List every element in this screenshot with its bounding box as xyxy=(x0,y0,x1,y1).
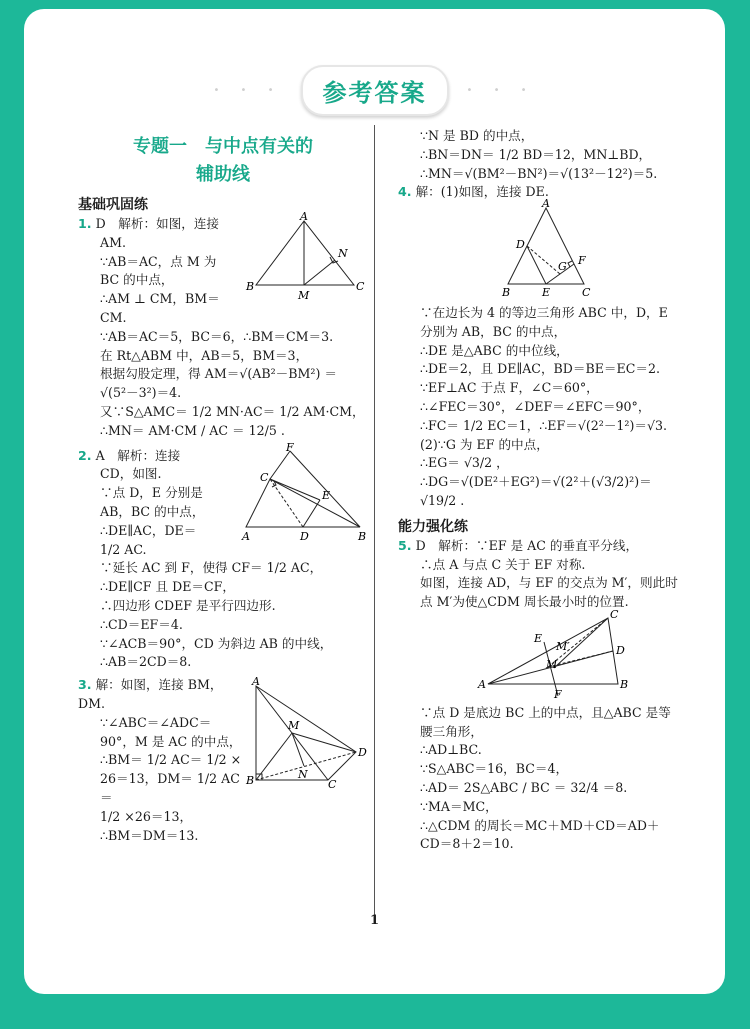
column-divider xyxy=(374,125,375,915)
fig4-label-d: D xyxy=(516,238,525,252)
fig4-label-c: C xyxy=(582,286,591,300)
fig4-label-b: B xyxy=(502,286,511,300)
fig3-label-b: B xyxy=(246,774,255,788)
topic-title-line1: 专题一 与中点有关的 xyxy=(133,136,313,157)
fig1-label-m: M xyxy=(298,289,310,302)
q1-line: 又∵S△AMC＝ 1/2 MN·AC＝ 1/2 AM·CM， xyxy=(100,403,365,419)
fig3-label-d: D xyxy=(358,746,367,760)
q5-line: ∴△CDM 的周长＝MC＋MD＋CD＝AD＋ xyxy=(420,817,660,833)
q1-line: AM. xyxy=(100,234,126,250)
q4-number: 4. xyxy=(398,184,412,200)
q5-line: D 解析：∵EF 是 AC 的垂直平分线， xyxy=(415,537,639,553)
fig5-label-e: E xyxy=(534,631,543,645)
q1-line: ∵AB＝AC＝5，BC＝6，∴BM＝CM＝3. xyxy=(100,328,334,344)
fig5-label-a: A xyxy=(478,677,486,691)
q1-line: √(5²－3²)＝4. xyxy=(100,385,182,401)
fig4-label-e: E xyxy=(542,286,551,300)
figure-q4 xyxy=(398,197,690,300)
fig3-label-c: C xyxy=(328,778,337,792)
section-basic: 基础巩固练 xyxy=(78,197,148,213)
q1-line: ∵AB＝AC，点 M 为 xyxy=(100,253,217,269)
q5-line: 点 M′为使△CDM 周长最小时的位置. xyxy=(420,594,629,610)
q4-line: ∵EF⊥AC 于点 F，∠C＝60°， xyxy=(420,380,599,396)
q2-line: ∵∠ACB＝90°，CD 为斜边 AB 的中线， xyxy=(100,635,333,651)
q5-line: ∵MA＝MC， xyxy=(420,798,498,814)
fig4-label-f: F xyxy=(578,254,586,268)
fig5-label-c: C xyxy=(610,607,619,621)
fig3-label-n: N xyxy=(298,768,308,782)
q3-line: ∴BM＝ 1/2 AC＝ 1/2 × xyxy=(100,752,242,768)
fig4-label-a: A xyxy=(542,197,550,211)
q1-line: ∴AM ⊥ CM，BM＝ xyxy=(100,291,220,307)
q3-line: 26＝13，DM＝ 1/2 AC＝ xyxy=(100,771,240,805)
q4-line: ∴EG＝ √3/2 ， xyxy=(420,455,509,471)
q4-line: 分别为 AB，BC 的中点， xyxy=(420,323,567,339)
fig2-label-d: D xyxy=(300,529,309,543)
answer-page xyxy=(24,9,725,994)
question-2 xyxy=(78,440,368,673)
fig5-label-m-prime: M′ xyxy=(556,639,570,653)
fig5-label-m: M xyxy=(546,657,558,671)
q4-line: ∴∠FEC＝30°，∠DEF＝∠EFC＝90°， xyxy=(420,398,651,414)
q2-line: ∴DE∥AC，DE＝ xyxy=(100,522,197,538)
q2-line: ∵点 D，E 分别是 xyxy=(100,485,203,501)
figure-q2 xyxy=(240,440,368,543)
q4-line: (2)∵G 为 EF 的中点， xyxy=(420,436,549,452)
q2-line: ∴CD＝EF＝4. xyxy=(100,616,183,632)
q4-line: ∴FC＝ 1/2 EC＝1，∴EF＝√(2²－1²)＝√3. xyxy=(420,417,668,433)
fig3-label-a: A xyxy=(252,675,260,689)
question-4 xyxy=(398,183,690,510)
q2-number: 2. xyxy=(78,447,92,463)
header-dots-left: • • • xyxy=(213,84,283,96)
fig2-label-e: E xyxy=(322,488,331,502)
q4-head: 解：(1)如图，连接 DE. xyxy=(415,184,549,200)
q3-line: 90°，M 是 AC 的中点， xyxy=(100,733,242,749)
q1-line: ∴MN＝ AM·CM / AC ＝ 12/5 . xyxy=(100,422,285,438)
header-title: 参考答案 xyxy=(301,65,449,116)
topic-title xyxy=(78,133,368,189)
header-dots-right: • • • xyxy=(466,84,536,96)
fig1-label-c: C xyxy=(356,280,365,293)
fig1-label-a: A xyxy=(300,210,308,223)
q5-number: 5. xyxy=(398,537,412,553)
q1-line: D 解析：如图，连接 xyxy=(95,216,220,231)
q2-line: ∴DE∥CF 且 DE＝CF， xyxy=(100,579,235,595)
q4-line: ∴DE 是△ABC 的中位线， xyxy=(420,342,569,358)
q2-line: CD，如图. xyxy=(100,466,162,482)
q5-line: ∴AD＝ 2S△ABC / BC ＝ 32/4 ＝8. xyxy=(420,779,628,795)
fig1-label-n: N xyxy=(338,247,348,260)
q1-line: 根据勾股定理，得 AM＝√(AB²－BM²) ＝ xyxy=(100,366,337,382)
question-3 xyxy=(78,676,368,845)
figure-q5 xyxy=(398,607,690,701)
fig2-label-b: B xyxy=(358,529,367,543)
q5-line: 腰三角形， xyxy=(420,723,483,739)
q3-line: ∴BM＝DM＝13. xyxy=(100,827,199,843)
q2-line: A 解析：连接 xyxy=(95,447,181,463)
fig3-label-m: M xyxy=(288,719,300,733)
q3-line: 解：如图，连接 BM，DM. xyxy=(78,677,223,711)
q4-line: ∴DE＝2，且 DE∥AC，BD＝BE＝EC＝2. xyxy=(420,361,660,377)
q5-line: ∴点 A 与点 C 关于 EF 对称. xyxy=(420,556,586,572)
q2-line: ∴四边形 CDEF 是平行四边形. xyxy=(100,597,276,613)
q4-line: ∵在边长为 4 的等边三角形 ABC 中，D，E xyxy=(420,304,668,320)
question-1 xyxy=(78,210,368,441)
left-column xyxy=(78,127,368,845)
q1-line: 在 Rt△ABM 中，AB＝5，BM＝3， xyxy=(100,347,309,363)
q3-cont-line: ∴BN＝DN＝ 1/2 BD＝12，MN⊥BD， xyxy=(420,146,652,162)
fig4-label-g: G xyxy=(558,260,567,274)
fig5-label-d: D xyxy=(616,643,625,657)
q1-line: BC 的中点， xyxy=(100,272,174,288)
q3-line: ∵∠ABC＝∠ADC＝ xyxy=(100,714,212,730)
q5-line: 如图，连接 AD，与 EF 的交点为 M′，则此时 xyxy=(420,575,678,591)
topic-title-line2: 辅助线 xyxy=(196,164,250,185)
fig5-label-b: B xyxy=(620,677,629,691)
q5-line: ∵点 D 是底边 BC 上的中点，且△ABC 是等 xyxy=(420,704,671,720)
fig2-label-f: F xyxy=(286,440,294,454)
page-number: 1 xyxy=(369,913,380,928)
q4-line: ∴DG＝√(DE²＋EG²)＝√(2²＋(√3/2)²)＝ √19/2 . xyxy=(420,474,652,508)
fig1-label-b: B xyxy=(246,280,255,293)
right-column xyxy=(398,127,690,854)
fig2-label-c: C xyxy=(260,470,269,484)
section-advanced: 能力强化练 xyxy=(398,518,468,535)
q5-line: ∴AD⊥BC. xyxy=(420,742,482,758)
q3-cont-line: ∵N 是 BD 的中点， xyxy=(420,128,534,143)
q2-line: AB，BC 的中点， xyxy=(100,503,205,519)
question-5 xyxy=(398,537,690,854)
q2-line: 1/2 AC. xyxy=(100,541,147,557)
q2-line: ∵延长 AC 到 F，使得 CF＝ 1/2 AC， xyxy=(100,560,323,576)
q5-line: ∵S△ABC＝16，BC＝4， xyxy=(420,761,569,777)
figure-q1 xyxy=(246,210,368,307)
q3-cont-line: ∴MN＝√(BM²－BN²)＝√(13²－12²)＝5. xyxy=(420,165,658,181)
q3-line: 1/2 ×26＝13， xyxy=(100,808,193,824)
q1-line: CM. xyxy=(100,309,127,325)
q2-line: ∴AB＝2CD＝8. xyxy=(100,654,192,670)
q5-line: CD＝8＋2＝10. xyxy=(420,836,514,852)
q3-number: 3. xyxy=(78,677,92,693)
fig5-label-f: F xyxy=(554,687,562,701)
q1-number: 1. xyxy=(78,216,92,231)
figure-q3 xyxy=(246,675,368,792)
fig2-label-a: A xyxy=(242,529,250,543)
answer-header xyxy=(24,65,725,115)
